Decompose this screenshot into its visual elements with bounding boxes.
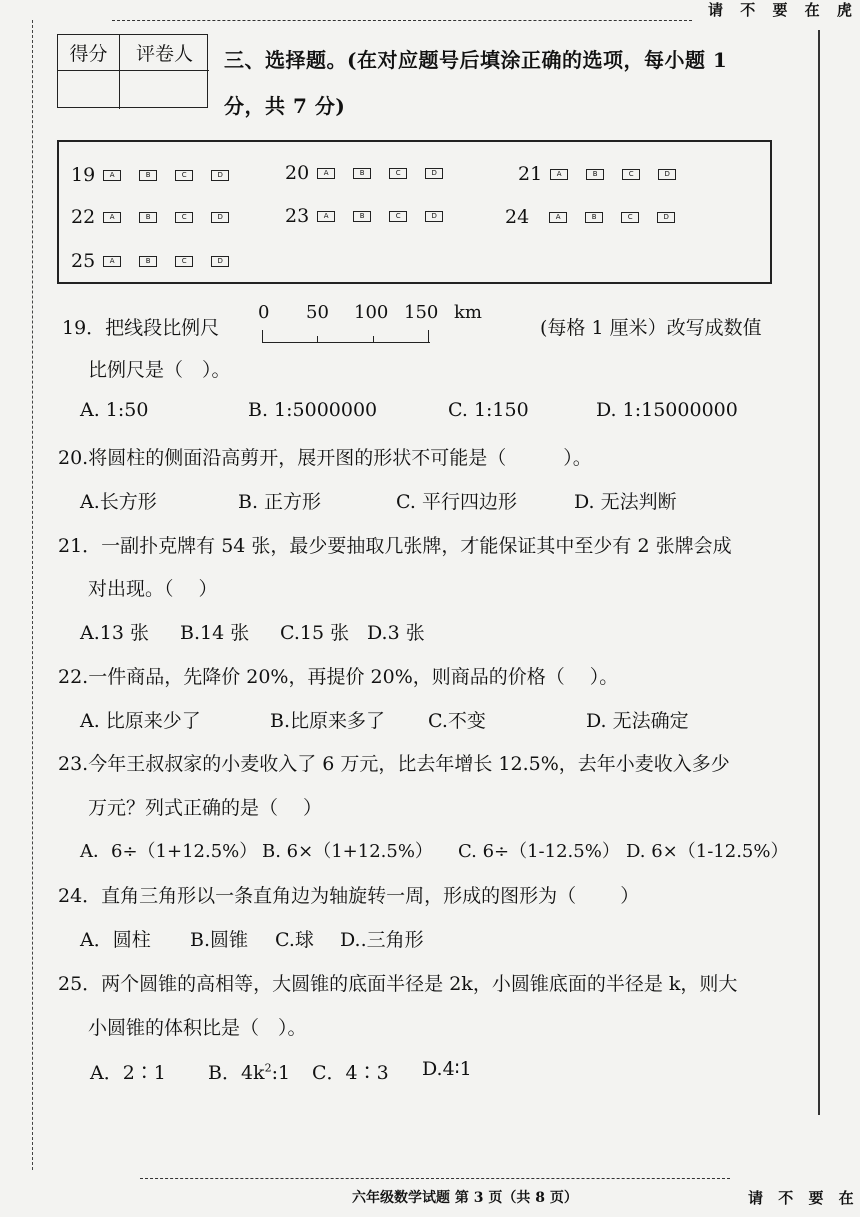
answer-number: 23 [285,205,310,227]
bubble-a[interactable]: A [103,170,121,181]
q23-option-c[interactable]: C. 6÷（1-12.5%） [458,841,620,862]
answer-row-19[interactable] [71,164,247,186]
answer-row-21[interactable] [518,163,694,185]
left-binding-line [32,20,33,1170]
q23-option-b[interactable]: B. 6×（1+12.5%） [262,841,433,862]
q19-stem-a: 19．把线段比例尺 [62,317,220,339]
bubble-b[interactable]: B [353,168,371,179]
bubble-c[interactable]: C [622,169,640,180]
q21-option-d[interactable]: D.3 张 [367,622,425,644]
q23-option-a[interactable]: A．6÷（1+12.5%） [80,841,258,862]
q25-option-b-base: B．4k [208,1062,265,1084]
bubble-b[interactable]: B [353,211,371,222]
q19-option-b[interactable]: B. 1:5000000 [248,399,378,421]
scale-tick [317,336,318,343]
answer-row-23[interactable] [285,205,461,227]
scale-tick [262,330,263,343]
bubble-d[interactable]: D [211,170,229,181]
scale-tick [428,330,429,343]
q24-option-c[interactable]: C.球 [275,929,314,951]
bubble-b[interactable]: B [139,212,157,223]
score-table [57,34,208,108]
q21-option-a[interactable]: A.13 张 [80,622,149,644]
scale-label-150: 150 [404,302,439,323]
scale-label-km: km [454,302,482,323]
q21-stem-2: 对出现。（ ） [88,578,218,600]
footer-corner-notice: 请 不 要 在 [748,1189,859,1207]
q20-stem: 20.将圆柱的侧面沿高剪开，展开图的形状不可能是（ ）。 [58,447,592,469]
q19-option-c[interactable]: C. 1:150 [448,399,529,421]
q23-stem: 23.今年王叔叔家的小麦收入了 6 万元，比去年增长 12.5%，去年小麦收入多少 [58,753,730,775]
q25-option-c[interactable]: C．4∶3 [312,1062,389,1084]
q25-option-b[interactable] [208,1058,290,1085]
score-cell[interactable] [58,71,120,109]
q24-option-a[interactable]: A．圆柱 [80,929,151,951]
bubble-c[interactable]: C [389,168,407,179]
q19-stem-b: (每格 1 厘米）改写成数值 [540,317,762,339]
answer-number: 25 [71,250,96,272]
q20-option-a[interactable]: A.长方形 [80,491,157,513]
bubble-b[interactable]: B [139,170,157,181]
q22-option-a[interactable]: A. 比原来少了 [80,710,201,732]
q22-option-c[interactable]: C.不变 [428,710,486,732]
q25-option-a[interactable]: A．2∶1 [90,1062,166,1084]
page-footer: 六年级数学试题 第 3 页（共 8 页） [352,1190,578,1206]
answer-sheet [57,140,772,284]
bubble-d[interactable]: D [657,212,675,223]
bubble-c[interactable]: C [175,256,193,267]
q21-option-b[interactable]: B.14 张 [180,622,250,644]
right-edge-line [818,30,820,1115]
q20-option-c[interactable]: C. 平行四边形 [396,491,517,513]
score-header: 得分 [58,35,120,71]
bubble-d[interactable]: D [658,169,676,180]
q24-stem: 24．直角三角形以一条直角边为轴旋转一周，形成的图形为（ ） [58,885,640,907]
bottom-dashed-line [140,1178,730,1179]
bubble-c[interactable]: C [621,212,639,223]
bubble-a[interactable]: A [317,211,335,222]
answer-number: 21 [518,163,543,185]
answer-number: 22 [71,206,96,228]
corner-notice: 请 不 要 在 ⻁ [708,1,858,19]
scale-tick [373,336,374,343]
q24-option-d[interactable]: D..三角形 [340,929,424,951]
bubble-d[interactable]: D [211,212,229,223]
scale-label-100: 100 [354,302,389,323]
q23-stem-2: 万元？列式正确的是（ ） [88,797,323,819]
grader-cell[interactable] [120,71,209,109]
answer-number: 19 [71,164,96,186]
bubble-b[interactable]: B [585,212,603,223]
q22-option-b[interactable]: B.比原来多了 [270,710,386,732]
q19-stem-c: 比例尺是（ ）。 [88,359,231,381]
answer-row-20[interactable] [285,162,461,184]
bubble-a[interactable]: A [317,168,335,179]
bubble-a[interactable]: A [549,212,567,223]
top-dashed-line [112,20,692,21]
scale-label-50: 50 [306,302,329,323]
q22-option-d[interactable]: D. 无法确定 [586,710,689,732]
scale-line [262,342,430,343]
answer-row-24[interactable] [505,206,693,228]
answer-number: 20 [285,162,310,184]
section-title-line2: 分，共 7 分) [224,94,346,118]
answer-row-25[interactable] [71,250,247,272]
q25-stem-2: 小圆锥的体积比是（ ）。 [88,1017,307,1039]
q21-stem: 21．一副扑克牌有 54 张，最少要抽取几张牌，才能保证其中至少有 2 张牌会成 [58,535,732,557]
q23-option-d[interactable]: D. 6×（1-12.5%） [626,841,789,862]
q20-option-b[interactable]: B. 正方形 [238,491,322,513]
bubble-b[interactable]: B [139,256,157,267]
bubble-a[interactable]: A [550,169,568,180]
bubble-a[interactable]: A [103,212,121,223]
q25-option-b-exponent: 2 [264,1061,272,1075]
grader-header: 评卷人 [120,35,209,71]
bubble-d[interactable]: D [425,211,443,222]
q25-option-b-tail: :1 [271,1062,291,1084]
bubble-d[interactable]: D [425,168,443,179]
q25-option-d[interactable]: D.4∶1 [422,1058,472,1080]
q19-option-a[interactable]: A. 1:50 [80,399,149,421]
q19-option-d[interactable]: D. 1:15000000 [596,399,738,421]
bubble-b[interactable]: B [586,169,604,180]
bubble-d[interactable]: D [211,256,229,267]
q21-option-c[interactable]: C.15 张 [280,622,350,644]
bubble-c[interactable]: C [389,211,407,222]
answer-row-22[interactable] [71,206,247,228]
answer-number: 24 [505,206,530,228]
q25-stem: 25．两个圆锥的高相等，大圆锥的底面半径是 2k，小圆锥底面的半径是 k，则大 [58,973,738,995]
q22-stem: 22.一件商品，先降价 20%，再提价 20%，则商品的价格（ ）。 [58,666,619,688]
scale-label-0: 0 [258,302,270,323]
q24-option-b[interactable]: B.圆锥 [190,929,249,951]
section-title-line1: 三、选择题。(在对应题号后填涂正确的选项，每小题 1 [224,48,728,72]
scale-bar-diagram [262,330,430,344]
bubble-c[interactable]: C [175,170,193,181]
q20-option-d[interactable]: D. 无法判断 [574,491,677,513]
bubble-a[interactable]: A [103,256,121,267]
bubble-c[interactable]: C [175,212,193,223]
